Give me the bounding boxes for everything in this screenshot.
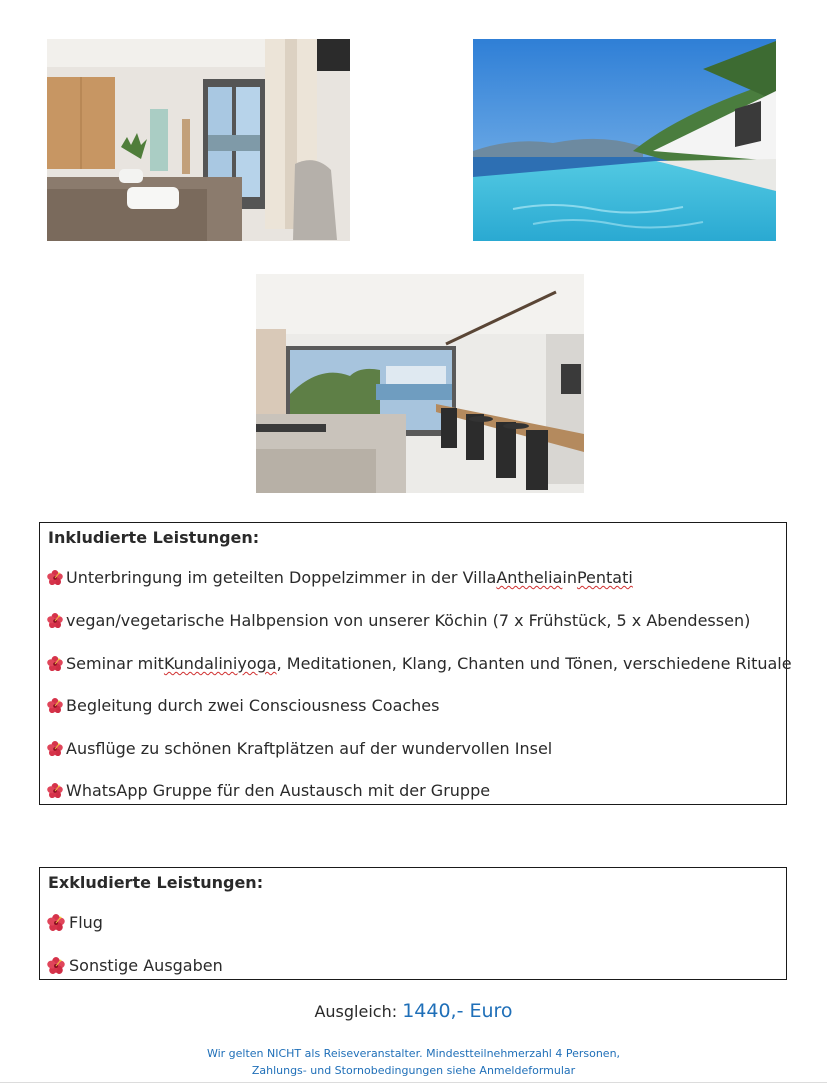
- footnote-line-2: Zahlungs- und Stornobedingungen siehe Anmeldeformular: [251, 1064, 576, 1077]
- included-item-seminar: [47, 654, 792, 673]
- bedroom-photo: [47, 39, 350, 241]
- hibiscus-icon: [47, 656, 63, 672]
- hibiscus-icon: [47, 613, 63, 629]
- item-text: Flug: [69, 913, 103, 932]
- hibiscus-icon: [47, 741, 63, 757]
- price-line: [0, 1000, 827, 1022]
- included-item-whatsapp: [47, 781, 490, 800]
- item-text: vegan/vegetarische Halbpension von unserer Köchin (7 x Frühstück, 5 x Abendessen): [66, 611, 751, 630]
- price-amount: 1440,- Euro: [402, 1000, 513, 1022]
- item-text: Begleitung durch zwei Consciousness Coaches: [66, 696, 440, 715]
- hibiscus-icon: [47, 570, 63, 586]
- item-text: Sonstige Ausgaben: [69, 956, 223, 975]
- item-text: Ausflüge zu schönen Kraftplätzen auf der wundervollen Insel: [66, 739, 553, 758]
- included-item-board: [47, 611, 750, 630]
- excluded-item-flight: [47, 913, 103, 932]
- hibiscus-icon: [47, 698, 63, 714]
- item-text-marked: Anthelia: [496, 568, 563, 587]
- included-services-box: [39, 522, 792, 805]
- price-label: Ausgleich:: [314, 1002, 398, 1021]
- hibiscus-icon: [47, 957, 65, 975]
- included-item-accommodation: [47, 568, 633, 587]
- living-room-photo: [256, 274, 584, 493]
- item-text-marked: Kundaliniyoga: [163, 654, 277, 673]
- item-text-marked: Pentati: [576, 568, 633, 587]
- footnote-line-1: Wir gelten NICHT als Reiseveranstalter. Mindestteilnehmerzahl 4 Personen,: [206, 1047, 621, 1060]
- page-bottom-divider: [0, 1082, 827, 1083]
- excluded-services-title: Exkludierte Leistungen:: [48, 873, 264, 892]
- hibiscus-icon: [47, 783, 63, 799]
- item-text: , Meditationen, Klang, Chanten und Tönen, verschiedene Rituale: [276, 654, 792, 673]
- item-text: Seminar mit: [66, 654, 164, 673]
- item-text: WhatsApp Gruppe für den Austausch mit der Gruppe: [66, 781, 491, 800]
- included-item-excursions: [47, 739, 552, 758]
- included-services-title: Inkludierte Leistungen:: [48, 528, 260, 547]
- excluded-item-other: [47, 956, 223, 975]
- excluded-services-box: [39, 867, 787, 980]
- hibiscus-icon: [47, 914, 65, 932]
- included-item-coaches: [47, 696, 439, 715]
- pool-photo: [473, 39, 776, 241]
- item-text: in: [562, 568, 577, 587]
- item-text: Unterbringung im geteilten Doppelzimmer in der Villa: [66, 568, 497, 587]
